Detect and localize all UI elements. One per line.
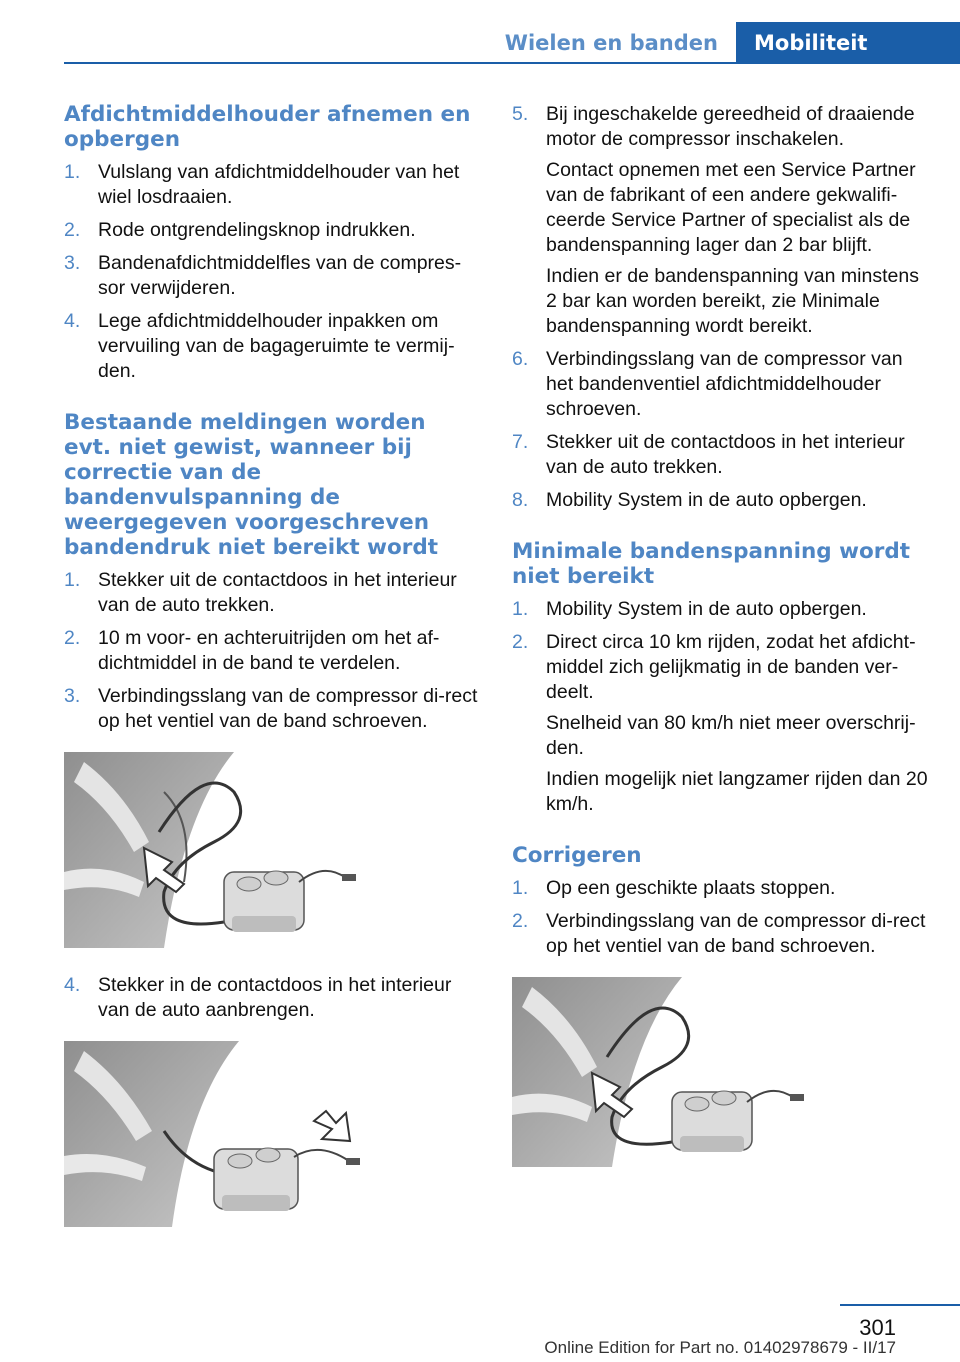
steps-minimum-pressure [512,597,932,817]
edition-note: Online Edition for Part no. 01402978679 - II/17 [544,1338,896,1357]
right-column [512,102,932,1192]
list-item: 1. Stekker uit de contactdoos in het interieur van de auto trekken. [64,569,457,616]
figure-plug-socket [64,1041,480,1232]
left-column [64,102,480,1252]
list-item: 2. Verbindingsslang van de compressor di-rect op het ventiel van de band schroeven. [512,910,926,957]
page-header [64,22,960,64]
list-item: 3. Verbindingsslang van de compressor di-rect op het ventiel van de band schroeven. [64,685,478,732]
page-number: 301 [859,1315,896,1340]
section-heading-remove-sealant: Afdichtmiddelhouder afnemen en opbergen [64,102,471,152]
list-item: 8. Mobility System in de auto opbergen. [512,489,867,511]
figure-compressor-valve [512,977,932,1172]
list-item-note: Contact opnemen met een Service Partner van de fabrikant of een andere gekwalifi-ceerde Service Partner of specialist als de bandenspanning lager dan 2 bar blijft. [546,159,916,256]
list-item-note: Indien mogelijk niet langzamer rijden dan 20 km/h. [546,768,928,815]
steps-remove-sealant [64,160,480,384]
list-item: 4. Lege afdichtmiddelhouder inpakken om vervuiling van de bagageruimte te vermij-den. [64,310,455,382]
header-section-label: Wielen en banden [504,31,718,55]
list-item: 4. Stekker in de contactdoos in het interieur van de auto aanbrengen. [64,974,452,1021]
list-item: 6. Verbindingsslang van de compressor van het bandenventiel afdichtmiddelhouder schroeven. [512,348,903,420]
steps-inflate [512,102,932,513]
footer-rule [840,1304,960,1306]
section-heading-minimum-pressure: Minimale bandenspanning wordt niet bereikt [512,539,911,589]
list-item: 5. Bij ingeschakelde gereedheid of draaiende motor de compressor inschakelen. Contact opnemen met een Service Partner van de fabrikant of een andere gekwalifi-ceerde Service Partner of specialist als de bandenspanning lager dan 2 bar blijft. Indien er de bandenspanning van minstens 2 bar kan worden bereikt, zie Minimale bandenspanning wordt bereikt. [512,102,932,339]
list-item: 1. Vulslang van afdichtmiddelhouder van het wiel losdraaien. [64,161,460,208]
list-item: 2. Rode ontgrendelingsknop indrukken. [64,219,416,241]
section-heading-correct: Corrigeren [512,843,642,868]
steps-existing-messages [64,568,480,734]
list-item: 2. 10 m voor- en achteruitrijden om het af-dichtmiddel in de band te verdelen. [64,627,440,674]
list-item: 7. Stekker uit de contactdoos in het interieur van de auto trekken. [512,431,905,478]
list-item: 1. Op een geschikte plaats stoppen. [512,877,836,899]
list-item: 2. Direct circa 10 km rijden, zodat het afdicht-middel zich gelijkmatig in de banden ver-deelt. Snelheid van 80 km/h niet meer overschrij-den. Indien mogelijk niet langzamer rijden dan 20 km/h. [512,630,932,817]
section-heading-existing-messages: Bestaande meldingen worden evt. niet gewist, wanneer bij correctie van de bandenvulspanning de weergegeven voorgeschreven bandendruk niet bereikt wordt [64,410,439,560]
steps-correct [512,876,932,959]
steps-plug-in [64,973,480,1023]
figure-compressor-connected [64,752,480,953]
list-item: 3. Bandenafdichtmiddelfles van de compres-sor verwijderen. [64,252,462,299]
header-chapter-label: Mobiliteit [736,22,960,62]
list-item: 1. Mobility System in de auto opbergen. [512,598,867,620]
list-item-note: Snelheid van 80 km/h niet meer overschrij-den. [546,712,916,759]
list-item-note: Indien er de bandenspanning van minstens 2 bar kan worden bereikt, zie Minimale bandenspanning wordt bereikt. [546,265,919,337]
